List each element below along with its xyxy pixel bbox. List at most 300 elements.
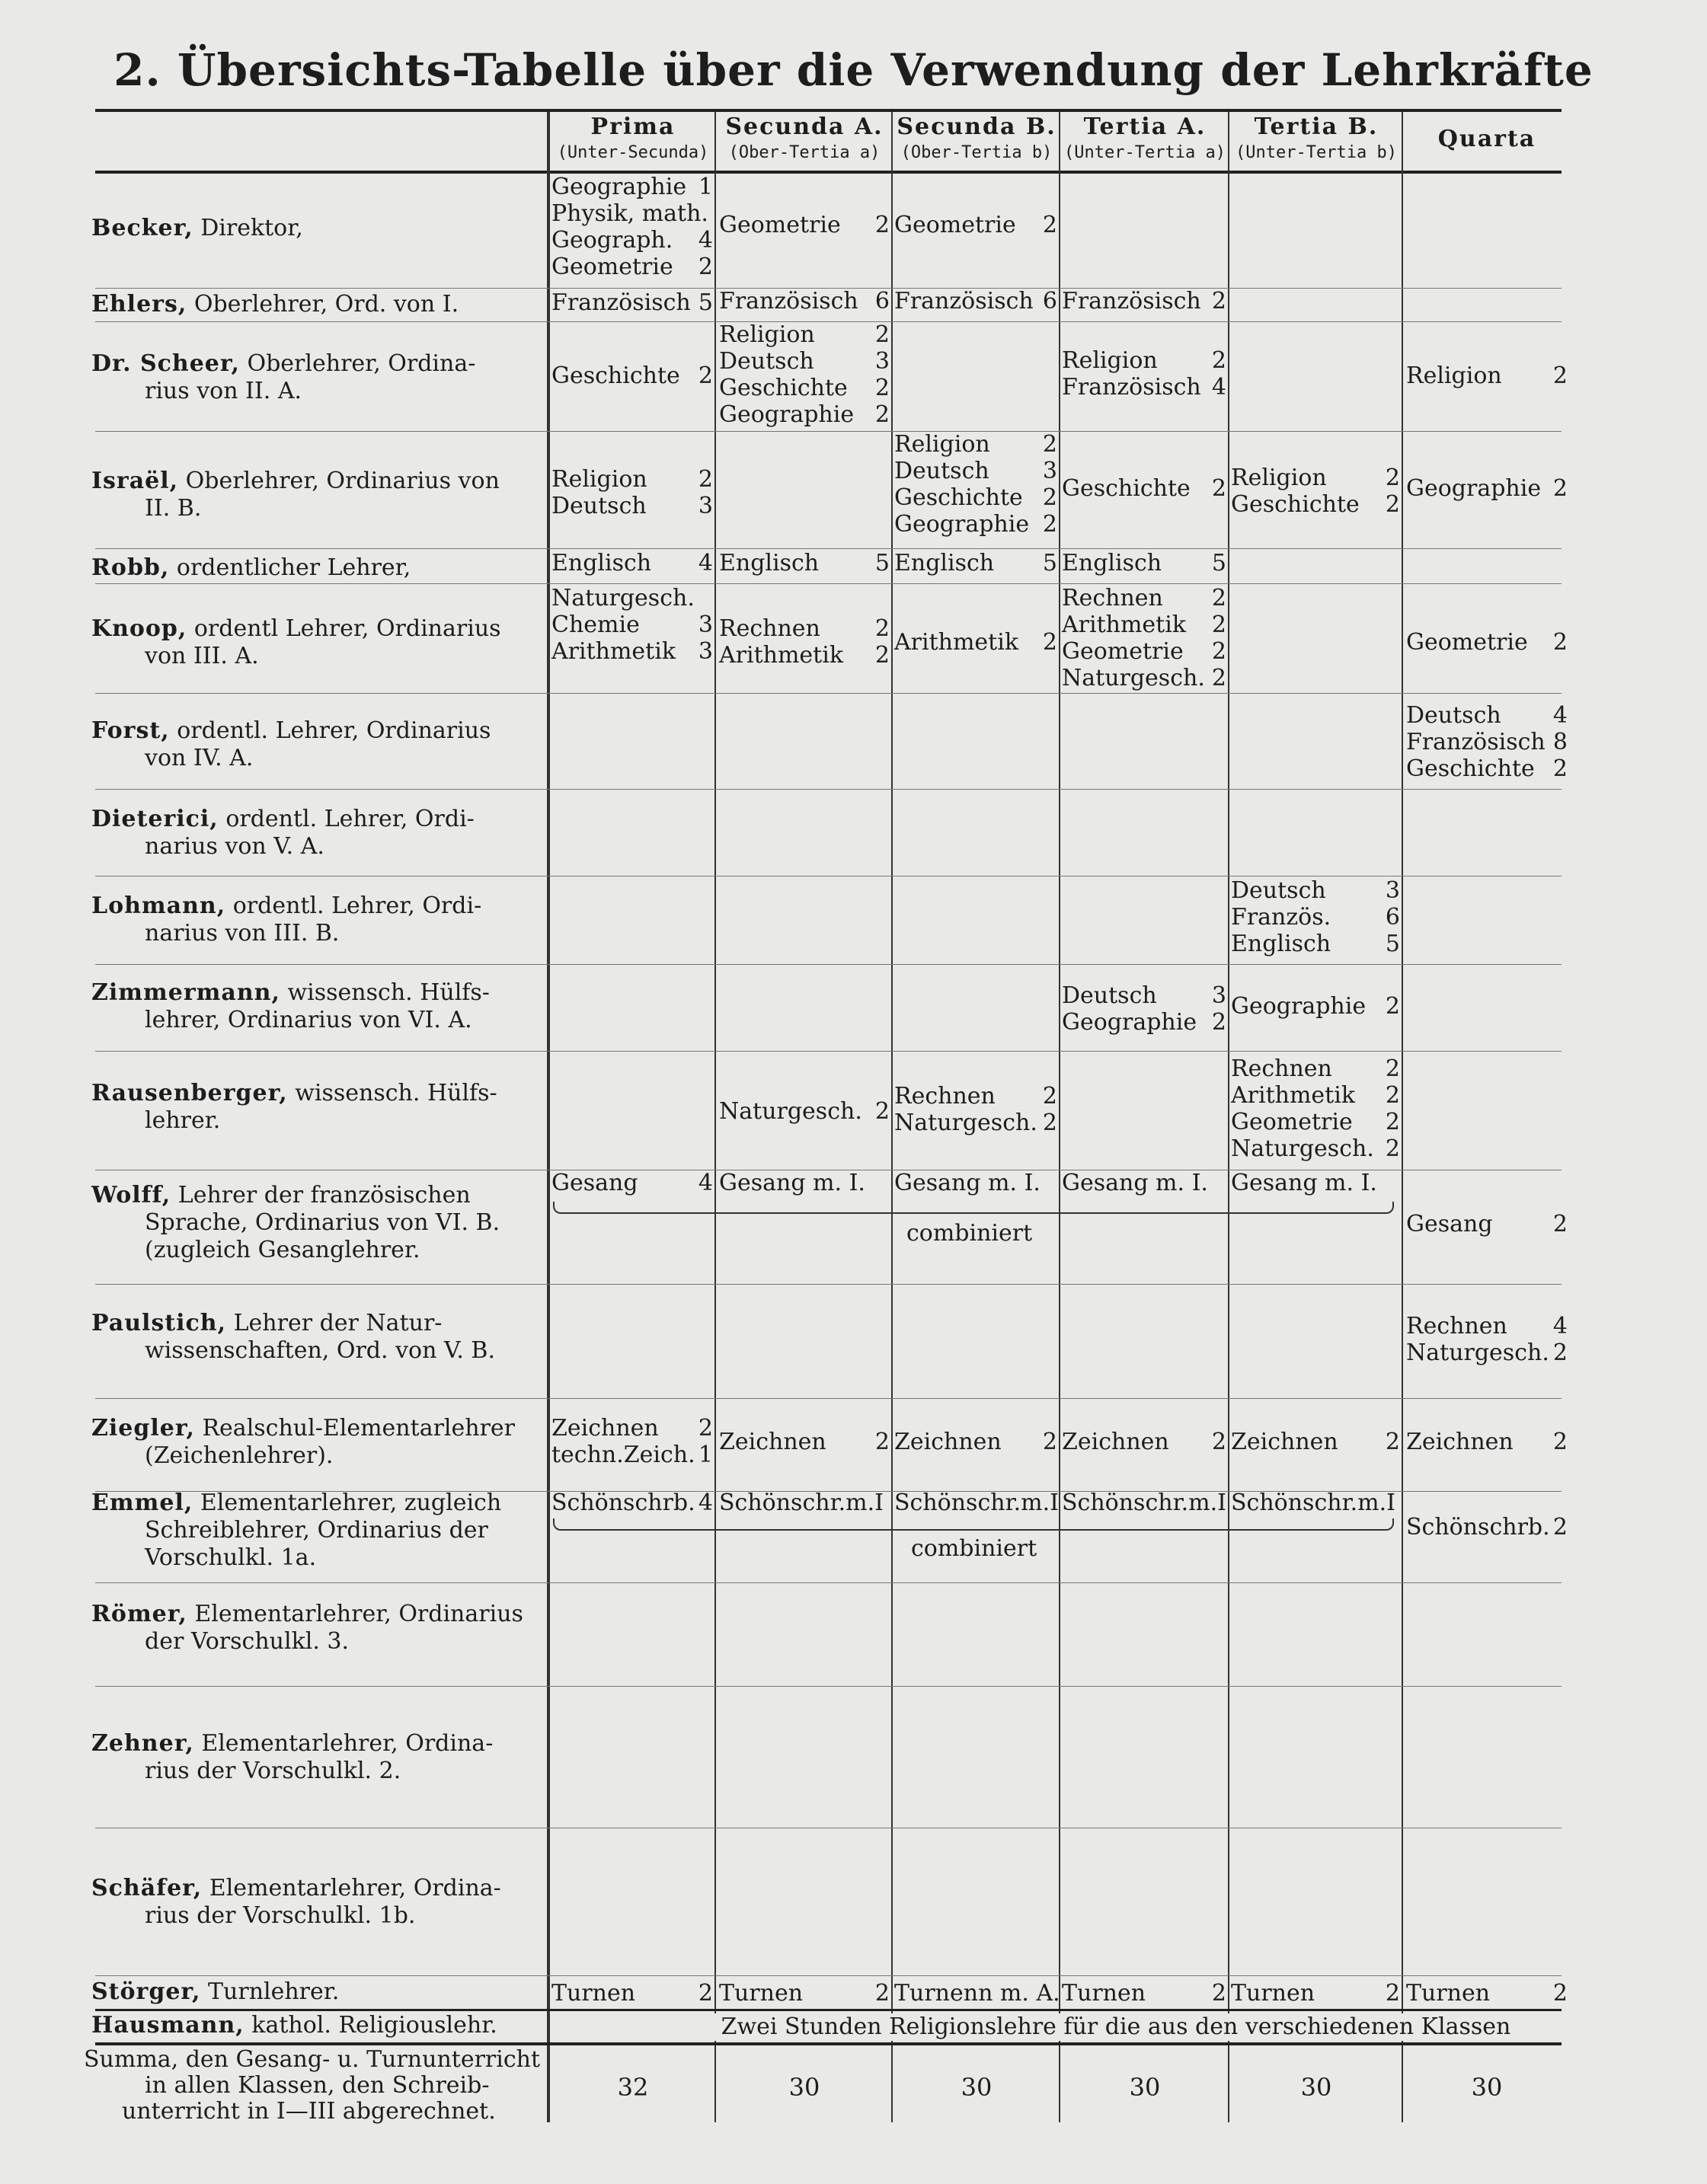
teacher-desc: Elementarlehrer, Ordinarius xyxy=(194,1601,523,1627)
row-separator xyxy=(95,1582,1562,1583)
subject-hours: 2 xyxy=(1211,288,1226,315)
subject-line xyxy=(1231,1980,1400,2007)
cell-emmel-prima xyxy=(551,1490,713,1516)
subject-name: Deutsch xyxy=(894,458,989,484)
subject-name: Schönschrb. xyxy=(1406,1514,1550,1541)
subject-line xyxy=(1062,347,1226,374)
subject-name: Geometrie xyxy=(719,212,841,238)
cell-rausenberger-secA xyxy=(719,1098,890,1125)
subject-name: Geographie xyxy=(1406,475,1542,502)
subject-hours: 4 xyxy=(1552,1313,1568,1339)
subject-line xyxy=(1406,629,1568,656)
subject-name: Geographie xyxy=(1231,993,1367,1020)
summary-label-line3: unterricht in I—III abgerechnet. xyxy=(122,2098,496,2125)
subject-name: Französisch xyxy=(1406,729,1546,755)
subject-line xyxy=(1062,1429,1226,1455)
subject-hours: 2 xyxy=(874,375,890,401)
column-divider xyxy=(547,112,550,2122)
teacher-desc: wissensch. Hülfs- xyxy=(287,979,490,1006)
subject-hours: 1 xyxy=(698,1442,713,1468)
subject-name: Gesang xyxy=(1406,1211,1493,1237)
subject-name: Turnen xyxy=(551,1980,636,2007)
subject-line xyxy=(1062,1490,1226,1516)
header-tertia-b-sub: (Unter-Tertia b) xyxy=(1235,143,1397,162)
subject-name: Zeichnen xyxy=(1062,1429,1169,1455)
subject-hours: 2 xyxy=(1211,1429,1226,1455)
subject-hours: 3 xyxy=(698,493,713,519)
subject-line xyxy=(551,550,713,576)
subject-hours: 2 xyxy=(1042,1083,1057,1110)
subject-name: Deutsch xyxy=(551,493,647,519)
cell-ziegler-prima xyxy=(551,1415,713,1468)
combined-label-schoenschrift: combiniert xyxy=(911,1535,1037,1562)
header-prima-sub: (Unter-Secunda) xyxy=(557,143,709,162)
subject-name: Religion xyxy=(1231,465,1327,491)
teacher-desc: ordentlicher Lehrer, xyxy=(176,554,411,581)
subject-name: Englisch xyxy=(1062,550,1162,576)
subject-line xyxy=(719,401,890,428)
subject-line xyxy=(551,289,713,316)
teacher-desc: Oberlehrer, Ord. von I. xyxy=(193,291,459,318)
subject-name: Geographie xyxy=(719,401,855,428)
subject-hours: 3 xyxy=(1211,982,1226,1009)
subject-line xyxy=(719,642,890,669)
teacher-roemer xyxy=(91,1601,533,1656)
subject-hours: 2 xyxy=(1211,475,1226,502)
subject-name: Turnen xyxy=(1231,1980,1315,2007)
subject-line xyxy=(894,288,1057,315)
header-quarta: Quarta xyxy=(1437,126,1536,152)
teacher-desc-line2: Sprache, Ordinarius von VI. B. xyxy=(145,1209,500,1236)
subject-line xyxy=(894,1429,1057,1455)
teacher-rausenberger xyxy=(91,1080,533,1135)
subject-name: Geschichte xyxy=(551,362,680,389)
summary-secunda-b: 30 xyxy=(961,2073,993,2102)
subject-line xyxy=(1062,1980,1226,2007)
cell-stoerger-terB xyxy=(1231,1980,1400,2007)
subject-line xyxy=(894,1490,1057,1516)
header-secunda-b: Secunda B. xyxy=(897,113,1056,140)
subject-line xyxy=(894,550,1057,576)
subject-name: Französisch xyxy=(894,288,1034,315)
subject-name: Geschichte xyxy=(719,375,848,401)
subject-line xyxy=(551,611,713,638)
subject-hours: 6 xyxy=(874,288,890,315)
subject-hours: 2 xyxy=(874,401,890,428)
subject-line xyxy=(894,1980,1060,2007)
teacher-ehlers xyxy=(91,291,533,318)
subject-line xyxy=(894,511,1057,538)
subject-line xyxy=(551,1490,713,1516)
subject-hours: 3 xyxy=(874,348,890,375)
subject-hours: 2 xyxy=(1042,484,1057,511)
row-separator xyxy=(95,1975,1562,1976)
teacher-desc: ordentl. Lehrer, Ordi- xyxy=(232,892,482,919)
subject-hours: 2 xyxy=(1042,431,1057,458)
subject-name: Geograph. xyxy=(551,227,673,254)
row-separator xyxy=(95,693,1562,694)
subject-name: techn.Zeich. xyxy=(551,1442,695,1468)
subject-line xyxy=(1231,1490,1400,1516)
teacher-desc-line2: wissenschaften, Ord. von V. B. xyxy=(145,1337,496,1364)
column-divider xyxy=(714,112,716,2122)
subject-hours: 2 xyxy=(1385,1082,1400,1109)
subject-hours: 2 xyxy=(1552,1429,1568,1455)
cell-stoerger-quarta xyxy=(1406,1980,1568,2007)
cell-knoop-prima xyxy=(551,585,713,665)
teacher-name: Israël, xyxy=(91,468,179,494)
subject-hours: 2 xyxy=(1385,1135,1400,1162)
subject-name: Englisch xyxy=(719,550,820,576)
subject-hours: 2 xyxy=(1552,1514,1568,1541)
subject-hours: 5 xyxy=(1211,550,1226,576)
subject-line xyxy=(1062,550,1226,576)
subject-name: Deutsch xyxy=(1406,702,1501,729)
cell-robb-secA xyxy=(719,550,890,576)
subject-line xyxy=(551,254,713,280)
subject-hours: 4 xyxy=(698,550,713,576)
subject-hours: 2 xyxy=(1552,755,1568,782)
subject-line xyxy=(1231,1055,1400,1082)
teacher-desc-line2: narius von V. A. xyxy=(145,833,324,860)
subject-line xyxy=(1231,993,1400,1020)
row-separator xyxy=(95,1284,1562,1285)
subject-hours: 2 xyxy=(874,642,890,669)
subject-name: Physik, math. xyxy=(551,200,708,227)
cell-becker-secA xyxy=(719,212,890,238)
subject-line xyxy=(719,1490,890,1516)
subject-line xyxy=(719,375,890,401)
teacher-knoop xyxy=(91,615,533,670)
subject-line xyxy=(1062,638,1226,665)
subject-hours: 3 xyxy=(698,611,713,638)
cell-forst-quarta xyxy=(1406,702,1568,782)
subject-hours: 2 xyxy=(1042,1429,1057,1455)
subject-name: Gesang m. I. xyxy=(1062,1170,1208,1196)
cell-israel-terA xyxy=(1062,475,1226,502)
column-divider xyxy=(891,112,893,2122)
subject-hours: 2 xyxy=(1552,629,1568,656)
row-separator xyxy=(95,583,1562,584)
subject-name: Englisch xyxy=(1231,931,1331,957)
teacher-desc-line2: lehrer, Ordinarius von VI. A. xyxy=(145,1007,472,1033)
subject-name: Chemie xyxy=(551,611,640,638)
subject-line xyxy=(551,1442,713,1468)
summary-label-line1: Summa, den Gesang- u. Turnunterricht xyxy=(84,2046,541,2073)
subject-name: Geographie xyxy=(551,174,687,200)
column-divider xyxy=(1059,112,1060,2122)
subject-hours: 3 xyxy=(1385,877,1400,904)
cell-becker-prima xyxy=(551,174,713,280)
teacher-zimmermann xyxy=(91,979,533,1034)
cell-israel-terB xyxy=(1231,465,1400,518)
subject-line xyxy=(1231,1135,1400,1162)
subject-line xyxy=(1062,475,1226,502)
cell-scheer-terA xyxy=(1062,347,1226,401)
teacher-desc-line2: rius von II. A. xyxy=(145,378,302,404)
column-divider xyxy=(1228,112,1229,2122)
header-secunda-a: Secunda A. xyxy=(725,113,884,140)
row-separator xyxy=(95,964,1562,965)
subject-line xyxy=(719,550,890,576)
subject-name: Rechnen xyxy=(719,615,820,642)
teacher-desc: kathol. Religiouslehr. xyxy=(251,2012,497,2039)
cell-ziegler-secB xyxy=(894,1429,1057,1455)
teacher-forst xyxy=(91,717,533,772)
subject-line xyxy=(551,1170,713,1196)
subject-name: Deutsch xyxy=(1062,982,1157,1009)
subject-hours: 2 xyxy=(1042,629,1057,656)
cell-wolff-terA xyxy=(1062,1170,1226,1196)
subject-hours: 2 xyxy=(698,1980,713,2007)
subject-line xyxy=(719,1170,890,1196)
cell-emmel-secB xyxy=(894,1490,1057,1516)
teacher-desc: Oberlehrer, Ordinarius von xyxy=(185,468,500,494)
summary-secunda-a: 30 xyxy=(788,2073,820,2102)
subject-name: Arithmetik xyxy=(1231,1082,1356,1109)
teacher-desc: Turnlehrer. xyxy=(208,1978,340,2005)
teacher-schaefer xyxy=(91,1875,533,1930)
cell-stoerger-terA xyxy=(1062,1980,1226,2007)
cell-israel-prima xyxy=(551,466,713,519)
subject-hours: 2 xyxy=(1385,1429,1400,1455)
cell-ehlers-prima xyxy=(551,289,713,316)
subject-name: Geometrie xyxy=(894,212,1016,238)
subject-hours: 5 xyxy=(1385,931,1400,957)
subject-hours: 2 xyxy=(698,1415,713,1442)
teacher-name: Rausenberger, xyxy=(91,1080,288,1106)
subject-line xyxy=(1062,665,1226,691)
cell-ziegler-secA xyxy=(719,1429,890,1455)
subject-hours: 2 xyxy=(874,212,890,238)
subject-line xyxy=(1231,1109,1400,1135)
teacher-dieterici xyxy=(91,806,533,861)
subject-line xyxy=(719,1429,890,1455)
teacher-name: Dr. Scheer, xyxy=(91,350,240,377)
subject-hours: 8 xyxy=(1552,729,1568,755)
subject-line xyxy=(894,212,1057,238)
subject-line xyxy=(1406,1313,1568,1339)
subject-hours: 2 xyxy=(874,1980,890,2007)
header-secunda-a-sub: (Ober-Tertia a) xyxy=(728,143,881,162)
row-separator xyxy=(95,2009,1562,2011)
subject-hours: 5 xyxy=(874,550,890,576)
teacher-desc: wissensch. Hülfs- xyxy=(295,1080,497,1106)
subject-line xyxy=(551,466,713,493)
teacher-name: Forst, xyxy=(91,717,170,744)
subject-line xyxy=(551,638,713,665)
cell-paulstich-quarta xyxy=(1406,1313,1568,1366)
subject-name: Religion xyxy=(1062,347,1158,374)
subject-hours: 2 xyxy=(1042,1110,1057,1136)
subject-hours: 2 xyxy=(874,321,890,348)
teacher-name: Wolff, xyxy=(91,1182,171,1209)
subject-name: Geometrie xyxy=(1231,1109,1353,1135)
combined-brace-gesang xyxy=(553,1202,1394,1214)
subject-name: Schönschrb. xyxy=(551,1490,695,1516)
subject-name: Zeichnen xyxy=(894,1429,1002,1455)
subject-line xyxy=(1062,982,1226,1009)
teacher-desc-line2: Schreiblehrer, Ordinarius der xyxy=(145,1517,488,1544)
header-prima: Prima xyxy=(590,113,676,140)
row-separator xyxy=(95,1398,1562,1399)
subject-line xyxy=(1062,1009,1226,1036)
row-separator xyxy=(95,1051,1562,1052)
teacher-hausmann xyxy=(91,2012,533,2039)
teacher-name: Hausmann, xyxy=(91,2012,245,2039)
subject-name: Französisch xyxy=(1062,374,1201,401)
teacher-name: Becker, xyxy=(91,215,193,241)
subject-hours: 2 xyxy=(1385,1980,1400,2007)
subject-line xyxy=(551,585,713,611)
subject-line xyxy=(551,362,713,389)
cell-stoerger-prima xyxy=(551,1980,713,2007)
subject-line xyxy=(719,321,890,348)
subject-line xyxy=(894,629,1057,656)
subject-name: Schönschr.m.I xyxy=(1062,1490,1226,1516)
teacher-name: Ziegler, xyxy=(91,1415,195,1442)
summary-tertia-b: 30 xyxy=(1300,2073,1332,2102)
row-separator xyxy=(95,789,1562,790)
subject-hours: 2 xyxy=(1385,1109,1400,1135)
header-secunda-b-sub: (Ober-Tertia b) xyxy=(900,143,1053,162)
subject-line xyxy=(1231,465,1400,491)
subject-hours: 2 xyxy=(874,1098,890,1125)
subject-hours: 2 xyxy=(1211,1009,1226,1036)
subject-line xyxy=(1406,729,1568,755)
cell-ehlers-secA xyxy=(719,288,890,315)
subject-hours: 2 xyxy=(874,1429,890,1455)
subject-line xyxy=(894,484,1057,511)
subject-name: Englisch xyxy=(551,550,652,576)
subject-hours: 2 xyxy=(698,466,713,493)
combined-brace-schoenschrift xyxy=(553,1518,1394,1531)
teacher-desc-line2: der Vorschulkl. 3. xyxy=(145,1628,350,1655)
teacher-name: Dieterici, xyxy=(91,806,219,832)
subject-name: Gesang xyxy=(551,1170,638,1196)
subject-name: Turnenn m. A. xyxy=(894,1980,1060,2007)
teacher-desc: Elementarlehrer, Ordina- xyxy=(209,1875,501,1901)
subject-line xyxy=(719,212,890,238)
subject-hours: 2 xyxy=(1552,1980,1568,2007)
cell-wolff-secA xyxy=(719,1170,890,1196)
teacher-ziegler xyxy=(91,1415,533,1470)
subject-line xyxy=(719,1980,890,2007)
subject-hours: 4 xyxy=(698,227,713,254)
teacher-desc-line2: lehrer. xyxy=(145,1107,221,1134)
column-divider xyxy=(1402,112,1403,2122)
cell-lohmann-terB xyxy=(1231,877,1400,957)
subject-name: Zeichnen xyxy=(1406,1429,1514,1455)
subject-line xyxy=(1231,1082,1400,1109)
subject-name: Geschichte xyxy=(1062,475,1191,502)
subject-line xyxy=(551,1415,713,1442)
subject-line xyxy=(1231,931,1400,957)
subject-line xyxy=(551,493,713,519)
teacher-desc: Lehrer der französischen xyxy=(177,1182,471,1209)
subject-line xyxy=(894,431,1057,458)
teacher-emmel xyxy=(91,1490,533,1572)
subject-name: Naturgesch. xyxy=(1062,665,1205,691)
subject-hours: 5 xyxy=(698,289,713,316)
cell-knoop-terA xyxy=(1062,585,1226,691)
subject-hours: 4 xyxy=(698,1170,713,1196)
subject-name: Arithmetik xyxy=(894,629,1019,656)
row-separator xyxy=(95,431,1562,432)
cell-scheer-quarta xyxy=(1406,362,1568,389)
subject-hours: 3 xyxy=(1042,458,1057,484)
subject-line xyxy=(1406,1211,1568,1237)
teacher-desc-line3: (zugleich Gesanglehrer. xyxy=(145,1237,420,1263)
cell-rausenberger-secB xyxy=(894,1083,1057,1136)
subject-name: Geometrie xyxy=(1406,629,1528,656)
subject-name: Naturgesch. xyxy=(551,585,695,611)
teacher-desc-line2: II. B. xyxy=(145,495,202,522)
subject-hours: 2 xyxy=(1211,638,1226,665)
subject-name: Geographie xyxy=(894,511,1030,538)
cell-emmel-quarta xyxy=(1406,1514,1568,1541)
teacher-name: Ehlers, xyxy=(91,291,187,318)
hausmann-note: Zwei Stunden Religionslehre für die aus den verschiedenen Klassen xyxy=(689,2013,1542,2041)
cell-rausenberger-terB xyxy=(1231,1055,1400,1162)
subject-line xyxy=(1406,1339,1568,1366)
teacher-name: Römer, xyxy=(91,1601,187,1627)
subject-name: Geschichte xyxy=(894,484,1023,511)
cell-robb-terA xyxy=(1062,550,1226,576)
teacher-desc: Elementarlehrer, zugleich xyxy=(200,1490,502,1516)
subject-name: Deutsch xyxy=(1231,877,1326,904)
teacher-desc-line2: rius der Vorschulkl. 2. xyxy=(145,1758,401,1784)
header-tertia-a-sub: (Unter-Tertia a) xyxy=(1064,143,1226,162)
subject-name: Geschichte xyxy=(1406,755,1535,782)
subject-hours: 4 xyxy=(1211,374,1226,401)
combined-label-gesang: combiniert xyxy=(906,1220,1033,1247)
subject-line xyxy=(719,288,890,315)
teacher-israel xyxy=(91,468,533,522)
cell-israel-secB xyxy=(894,431,1057,538)
cell-ziegler-quarta xyxy=(1406,1429,1568,1455)
cell-zimmermann-terA xyxy=(1062,982,1226,1036)
subject-name: Französisch xyxy=(719,288,858,315)
subject-line xyxy=(719,1098,890,1125)
subject-hours: 4 xyxy=(1552,702,1568,729)
subject-name: Schönschr.m.I xyxy=(719,1490,884,1516)
subject-hours: 4 xyxy=(698,1490,713,1516)
subject-name: Turnen xyxy=(719,1980,804,2007)
subject-line xyxy=(1231,1429,1400,1455)
subject-name: Turnen xyxy=(1406,1980,1491,2007)
summary-tertia-a: 30 xyxy=(1129,2073,1161,2102)
teacher-desc: Direktor, xyxy=(200,215,303,241)
teacher-robb xyxy=(91,554,533,582)
teacher-desc: ordentl Lehrer, Ordinarius xyxy=(193,615,501,642)
subject-name: Rechnen xyxy=(1062,585,1163,611)
subject-line xyxy=(551,1980,713,2007)
summary-label-line2: in allen Klassen, den Schreib- xyxy=(145,2072,490,2099)
cell-emmel-terB xyxy=(1231,1490,1400,1516)
subject-name: Turnen xyxy=(1062,1980,1146,2007)
header-tertia-b: Tertia B. xyxy=(1254,113,1379,140)
subject-hours: 2 xyxy=(1552,1339,1568,1366)
teacher-name: Zehner, xyxy=(91,1730,194,1757)
teacher-name: Zimmermann, xyxy=(91,979,280,1006)
subject-line xyxy=(551,227,713,254)
subject-name: Naturgesch. xyxy=(1406,1339,1549,1366)
subject-line xyxy=(1406,1514,1568,1541)
subject-hours: 2 xyxy=(1211,665,1226,691)
subject-hours: 1 xyxy=(698,174,713,200)
subject-name: Arithmetik xyxy=(551,638,676,665)
